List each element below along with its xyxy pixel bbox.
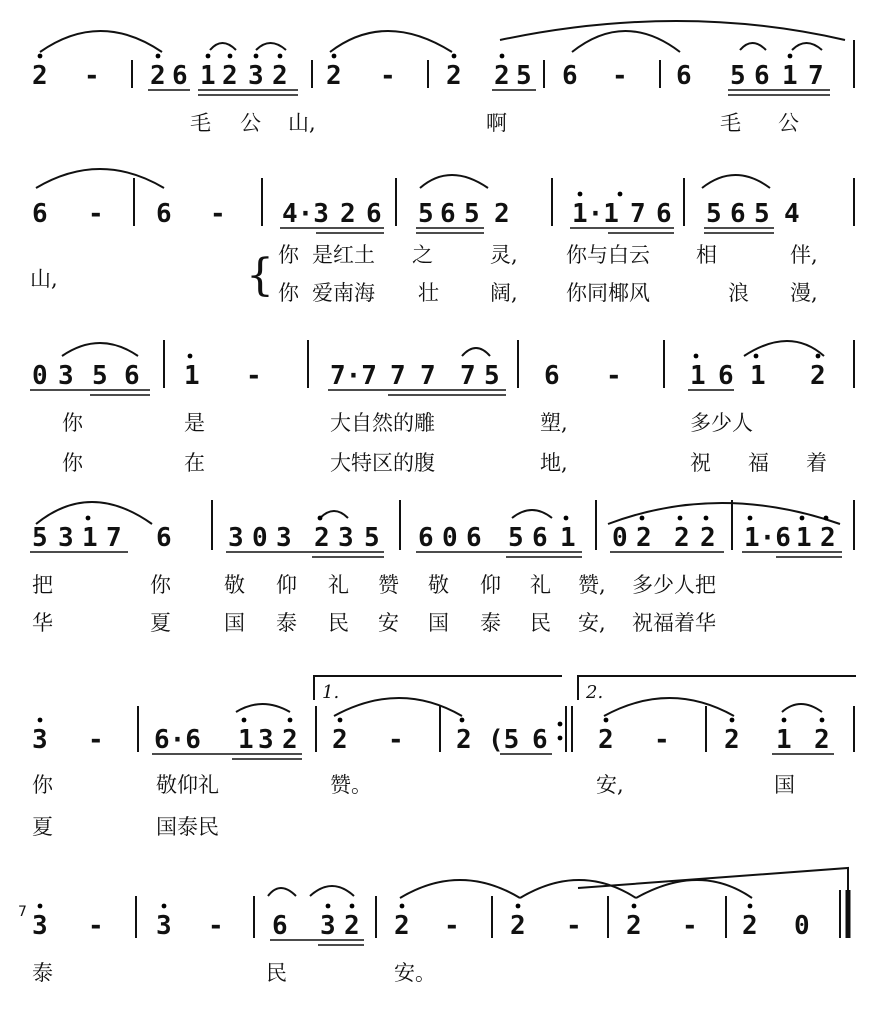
- lyric: 敬: [224, 573, 245, 597]
- lyric: 礼: [530, 573, 551, 597]
- slur: [256, 43, 286, 50]
- volta-2-continuation: [578, 868, 848, 890]
- lyric: 民: [266, 961, 287, 985]
- svg-text:7: 7: [460, 361, 476, 391]
- svg-text:6: 6: [532, 725, 548, 755]
- lyric: 华: [32, 611, 53, 635]
- lyric: 公: [778, 111, 799, 135]
- svg-text:-: -: [444, 911, 460, 941]
- svg-text:3: 3: [338, 523, 354, 553]
- lyric: 毛: [190, 111, 211, 135]
- svg-text:6: 6: [532, 523, 548, 553]
- system-1: [32, 21, 854, 135]
- lyric: 赞: [378, 573, 399, 597]
- svg-text:5: 5: [464, 199, 480, 229]
- svg-text:2: 2: [150, 61, 166, 91]
- svg-text:2: 2: [282, 725, 298, 755]
- svg-text:1: 1: [200, 61, 216, 91]
- svg-text:1: 1: [776, 725, 792, 755]
- svg-text:-: -: [88, 911, 104, 941]
- svg-text:2: 2: [598, 725, 614, 755]
- lyric: 夏: [32, 815, 53, 839]
- lyric: 山,: [288, 111, 316, 135]
- lyric: 福: [748, 451, 769, 475]
- lyric: 赞。: [330, 773, 372, 797]
- lyric: 祝: [690, 451, 711, 475]
- svg-text:2: 2: [494, 199, 510, 229]
- svg-text:0: 0: [442, 523, 458, 553]
- svg-text:2: 2: [674, 523, 690, 553]
- svg-text:2: 2: [32, 61, 48, 91]
- svg-text:6: 6: [730, 199, 746, 229]
- svg-text:0: 0: [612, 523, 628, 553]
- svg-text:2: 2: [724, 725, 740, 755]
- svg-text:-: -: [208, 911, 224, 941]
- svg-text:6: 6: [754, 61, 770, 91]
- volta-1-label: 1.: [322, 682, 340, 703]
- svg-text:2: 2: [510, 911, 526, 941]
- svg-text:2: 2: [700, 523, 716, 553]
- lyric: 山,: [30, 267, 58, 291]
- lyric: 你与白云: [566, 243, 650, 267]
- lyric: 你: [32, 773, 53, 797]
- svg-text:4: 4: [784, 199, 800, 229]
- svg-text:0: 0: [794, 911, 810, 941]
- lyric: 你: [62, 411, 83, 435]
- svg-text:1: 1: [184, 361, 200, 391]
- svg-text:1: 1: [690, 361, 706, 391]
- lyric: 夏: [150, 611, 171, 635]
- svg-text:2: 2: [272, 61, 288, 91]
- lyric: 泰: [32, 961, 53, 985]
- svg-text:7: 7: [390, 361, 406, 391]
- lyric: 国泰民: [156, 815, 219, 839]
- system-3: [30, 340, 854, 475]
- svg-text:6: 6: [156, 523, 172, 553]
- svg-text:3: 3: [258, 725, 274, 755]
- lyric: 地,: [540, 451, 568, 475]
- svg-text:7: 7: [106, 523, 122, 553]
- lyric: 阔,: [490, 281, 518, 305]
- svg-text:6: 6: [676, 61, 692, 91]
- svg-text:2: 2: [332, 725, 348, 755]
- volta-1-bracket: [314, 676, 562, 700]
- lyric: 漫,: [790, 281, 818, 305]
- grace-note: 7: [18, 904, 27, 920]
- svg-text:-: -: [246, 361, 262, 391]
- svg-text:3: 3: [58, 523, 74, 553]
- lyric: 民: [530, 611, 551, 635]
- svg-text:-: -: [606, 361, 622, 391]
- lyric: 祝福着华: [632, 611, 716, 635]
- lyric: 仰: [480, 573, 501, 597]
- lyric: 大自然的雕: [330, 411, 435, 435]
- svg-text:-: -: [88, 199, 104, 229]
- lyric: 多少人把: [632, 573, 716, 597]
- svg-text:6: 6: [366, 199, 382, 229]
- lyric: 之: [412, 243, 433, 267]
- svg-text:2: 2: [326, 61, 342, 91]
- svg-text:1: 1: [560, 523, 576, 553]
- lyric: 浪: [728, 281, 749, 305]
- svg-text:2: 2: [742, 911, 758, 941]
- lyric: 相: [696, 243, 717, 267]
- svg-text:7: 7: [808, 61, 824, 91]
- svg-text:6: 6: [32, 199, 48, 229]
- svg-text:2: 2: [340, 199, 356, 229]
- svg-text:1: 1: [750, 361, 766, 391]
- svg-text:2: 2: [344, 911, 360, 941]
- svg-text:3: 3: [58, 361, 74, 391]
- svg-text:6: 6: [172, 61, 188, 91]
- svg-text:2: 2: [820, 523, 836, 553]
- svg-text:3: 3: [320, 911, 336, 941]
- lyric: 安。: [394, 961, 436, 985]
- svg-text:-: -: [84, 61, 100, 91]
- lyric: 壮: [418, 281, 439, 305]
- svg-text:3: 3: [156, 911, 172, 941]
- svg-text:3: 3: [228, 523, 244, 553]
- lyric: 公: [240, 111, 261, 135]
- svg-text:-: -: [88, 725, 104, 755]
- svg-text:5: 5: [508, 523, 524, 553]
- svg-text:1·1: 1·1: [572, 199, 619, 229]
- svg-text:2: 2: [222, 61, 238, 91]
- svg-text:-: -: [682, 911, 698, 941]
- svg-text:6: 6: [718, 361, 734, 391]
- svg-text:6: 6: [124, 361, 140, 391]
- svg-text:3: 3: [32, 911, 48, 941]
- system-5: [32, 676, 856, 839]
- svg-text:6: 6: [562, 61, 578, 91]
- system-4: [30, 500, 854, 635]
- svg-text:6·6: 6·6: [154, 725, 201, 755]
- svg-text:2: 2: [810, 361, 826, 391]
- svg-text:0: 0: [252, 523, 268, 553]
- slur: [792, 43, 822, 50]
- svg-text:5: 5: [516, 61, 532, 91]
- lyric: 民: [328, 611, 349, 635]
- svg-text:-: -: [210, 199, 226, 229]
- lyric: 仰: [276, 573, 297, 597]
- svg-text:2: 2: [636, 523, 652, 553]
- svg-text:3: 3: [276, 523, 292, 553]
- phrase-slur: [500, 21, 845, 40]
- lyric: 敬: [428, 573, 449, 597]
- lyric: 伴,: [790, 243, 818, 267]
- lyric: 啊: [486, 111, 507, 135]
- lyric: 是: [184, 411, 205, 435]
- svg-text:5: 5: [484, 361, 500, 391]
- verse-brace: {: [246, 250, 274, 301]
- svg-text:-: -: [388, 725, 404, 755]
- svg-text:2: 2: [314, 523, 330, 553]
- slur: [210, 43, 236, 50]
- tie-slur: [330, 31, 452, 52]
- svg-text:6: 6: [418, 523, 434, 553]
- svg-text:2: 2: [456, 725, 472, 755]
- lyric: 在: [184, 451, 205, 475]
- svg-text:2: 2: [494, 61, 510, 91]
- system-2: [30, 169, 854, 305]
- lyric: 安,: [578, 611, 606, 635]
- lyric: 你: [62, 451, 83, 475]
- svg-text:6: 6: [544, 361, 560, 391]
- svg-text:1·6: 1·6: [744, 523, 791, 553]
- svg-text:5: 5: [32, 523, 48, 553]
- svg-text:7: 7: [630, 199, 646, 229]
- svg-text:-: -: [566, 911, 582, 941]
- svg-text:2: 2: [626, 911, 642, 941]
- slur: [740, 43, 766, 50]
- svg-text:1: 1: [796, 523, 812, 553]
- lyric: 多少人: [690, 411, 753, 435]
- svg-text:5: 5: [706, 199, 722, 229]
- svg-text:5: 5: [730, 61, 746, 91]
- lyric: 安: [378, 611, 399, 635]
- lyric: 着: [806, 451, 827, 475]
- lyric: 你: [278, 243, 299, 267]
- lyric: 国: [774, 773, 795, 797]
- lyric: 是红土: [312, 243, 375, 267]
- svg-text:6: 6: [656, 199, 672, 229]
- svg-text:3: 3: [32, 725, 48, 755]
- lyric: 你: [150, 573, 171, 597]
- lyric: 敬仰礼: [156, 773, 219, 797]
- svg-text:7·7: 7·7: [330, 361, 377, 391]
- volta-2-bracket: [578, 676, 856, 700]
- svg-text:1: 1: [782, 61, 798, 91]
- svg-text:4·3: 4·3: [282, 199, 329, 229]
- tie-slur: [572, 31, 680, 52]
- lyric: 赞,: [578, 573, 606, 597]
- lyric: 灵,: [490, 243, 518, 267]
- svg-text:6: 6: [156, 199, 172, 229]
- lyric: 毛: [720, 111, 741, 135]
- volta-2-label: 2.: [586, 682, 604, 703]
- svg-text:-: -: [380, 61, 396, 91]
- lyric: 你同椰风: [566, 281, 650, 305]
- system-6: [18, 868, 848, 985]
- svg-text:5: 5: [754, 199, 770, 229]
- svg-text:-: -: [612, 61, 628, 91]
- svg-text:7: 7: [420, 361, 436, 391]
- lyric: 爱南海: [312, 281, 375, 305]
- svg-text:6: 6: [440, 199, 456, 229]
- svg-text:1: 1: [82, 523, 98, 553]
- lyric: 泰: [276, 611, 297, 635]
- lyric: 安,: [596, 773, 624, 797]
- lyric: 泰: [480, 611, 501, 635]
- lyric: 国: [224, 611, 245, 635]
- lyric: 你: [278, 281, 299, 305]
- svg-text:3: 3: [248, 61, 264, 91]
- svg-text:5: 5: [418, 199, 434, 229]
- lyric: 礼: [328, 573, 349, 597]
- svg-text:0: 0: [32, 361, 48, 391]
- svg-text:1: 1: [238, 725, 254, 755]
- lyric: 大特区的腹: [330, 451, 435, 475]
- svg-text:5: 5: [364, 523, 380, 553]
- svg-text:2: 2: [394, 911, 410, 941]
- svg-text:2: 2: [814, 725, 830, 755]
- lyric: 塑,: [540, 411, 568, 435]
- svg-text:5: 5: [92, 361, 108, 391]
- svg-text:6: 6: [466, 523, 482, 553]
- tie-slur: [40, 31, 162, 52]
- svg-text:6: 6: [272, 911, 288, 941]
- svg-text:(5: (5: [488, 725, 520, 755]
- svg-text:-: -: [654, 725, 670, 755]
- lyric: 国: [428, 611, 449, 635]
- lyric: 把: [32, 573, 53, 597]
- svg-text:2: 2: [446, 61, 462, 91]
